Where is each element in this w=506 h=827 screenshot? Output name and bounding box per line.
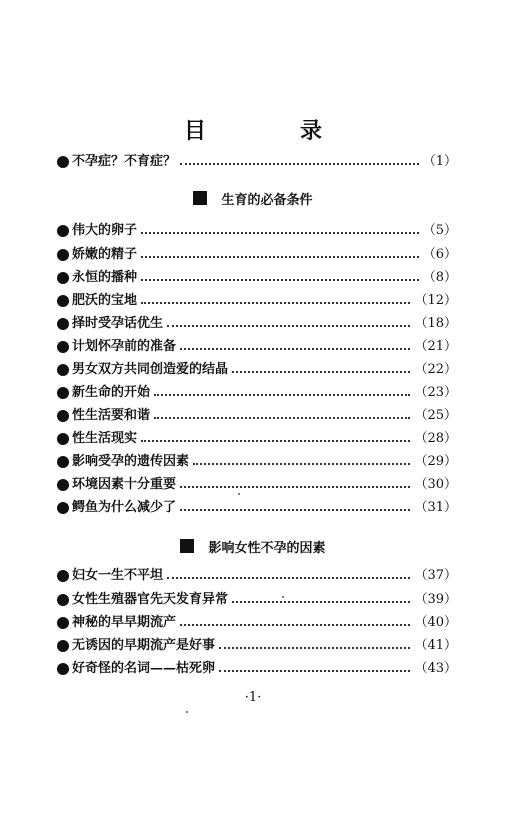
bullet-icon — [57, 640, 69, 652]
toc-entry-page: （31） — [414, 500, 457, 515]
toc-entry-label: 不孕症？不育症？ — [72, 154, 177, 169]
toc-entry — [57, 429, 457, 449]
toc-entry-page: （28） — [414, 431, 457, 446]
scan-speck — [282, 596, 284, 598]
dot-leader — [180, 163, 419, 165]
dot-leader — [232, 371, 410, 373]
toc-entry — [57, 590, 457, 610]
toc-entry — [57, 360, 457, 380]
dot-leader — [193, 463, 410, 465]
toc-entry-label: 性生活现实 — [72, 431, 138, 446]
toc-entry-page: （18） — [414, 316, 457, 331]
dot-leader — [232, 601, 410, 603]
toc-entry — [57, 613, 457, 633]
toc-entry-label: 鳄鱼为什么减少了 — [72, 500, 177, 515]
toc-entry-label: 男女双方共同创造爱的结晶 — [72, 362, 229, 377]
toc-entry-label: 娇嫩的精子 — [72, 247, 138, 262]
toc-entry — [57, 337, 457, 357]
toc-entry — [57, 636, 457, 656]
section-heading-2 — [0, 536, 506, 556]
toc-entry-page: （39） — [414, 592, 457, 607]
bullet-icon — [57, 295, 69, 307]
toc-entry — [57, 498, 457, 518]
bullet-icon — [57, 249, 69, 261]
square-bullet-icon — [180, 539, 194, 553]
bullet-icon — [57, 433, 69, 445]
bullet-icon — [57, 364, 69, 376]
dot-leader — [180, 509, 410, 511]
bullet-icon — [57, 456, 69, 468]
toc-entry-page: （30） — [414, 477, 457, 492]
section-heading-1 — [0, 188, 506, 208]
dot-leader — [141, 440, 410, 442]
dot-leader — [219, 647, 410, 649]
toc-entry-label: 肥沃的宝地 — [72, 293, 138, 308]
toc-entry-intro — [57, 152, 457, 172]
toc-entry-label: 计划怀孕前的准备 — [72, 339, 177, 354]
bullet-icon — [57, 341, 69, 353]
dot-leader — [154, 394, 410, 396]
bullet-icon — [57, 387, 69, 399]
dot-leader — [180, 624, 410, 626]
scan-speck — [238, 493, 240, 495]
bullet-icon — [57, 318, 69, 330]
bullet-icon — [57, 502, 69, 514]
dot-leader — [167, 325, 410, 327]
toc-entry-label: 新生命的开始 — [72, 385, 151, 400]
toc-entry-page: （5） — [422, 223, 457, 238]
toc-entry — [57, 452, 457, 472]
bullet-icon — [57, 663, 69, 675]
toc-entry-label: 择时受孕话优生 — [72, 316, 164, 331]
square-bullet-icon — [193, 191, 207, 205]
dot-leader — [141, 232, 419, 234]
dot-leader — [141, 279, 419, 281]
toc-entry-page: （37） — [414, 568, 457, 583]
toc-entry-page: （8） — [422, 270, 457, 285]
toc-entry-page: （25） — [414, 408, 457, 423]
dot-leader — [180, 486, 410, 488]
toc-entry-page: （12） — [414, 293, 457, 308]
toc-entry — [57, 659, 457, 679]
bullet-icon — [57, 410, 69, 422]
toc-entry-page: （23） — [414, 385, 457, 400]
toc-entry-page: （1） — [422, 154, 457, 169]
toc-entry-label: 女性生殖器官先天发育异常 — [72, 592, 229, 607]
bullet-icon — [57, 225, 69, 237]
toc-entry — [57, 268, 457, 288]
toc-entry-label: 永恒的播种 — [72, 270, 138, 285]
toc-entry — [57, 566, 457, 586]
toc-entry-page: （40） — [414, 615, 457, 630]
dot-leader — [167, 577, 410, 579]
toc-entry-label: 好奇怪的名词——枯死卵 — [72, 661, 216, 676]
toc-entry-page: （43） — [414, 661, 457, 676]
toc-entry-label: 神秘的早早期流产 — [72, 615, 177, 630]
section-heading-label: 影响女性不孕的因素 — [208, 540, 326, 556]
toc-entry — [57, 245, 457, 265]
bullet-icon — [57, 594, 69, 606]
toc-entry-page: （29） — [414, 454, 457, 469]
dot-leader — [219, 670, 410, 672]
toc-entry-page: （6） — [422, 247, 457, 262]
bullet-icon — [57, 570, 69, 582]
toc-entry-label: 环境因素十分重要 — [72, 477, 177, 492]
bullet-icon — [57, 156, 69, 168]
section-heading-label: 生育的必备条件 — [221, 192, 313, 208]
bullet-icon — [57, 272, 69, 284]
page-number: ·1· — [244, 690, 262, 705]
toc-entry-label: 无诱因的早期流产是好事 — [72, 638, 216, 653]
dot-leader — [154, 417, 410, 419]
bullet-icon — [57, 617, 69, 629]
toc-entry — [57, 221, 457, 241]
dot-leader — [141, 302, 410, 304]
toc-entry-label: 妇女一生不平坦 — [72, 568, 164, 583]
toc-entry — [57, 314, 457, 334]
dot-leader — [141, 256, 419, 258]
dot-leader — [180, 348, 410, 350]
toc-entry — [57, 383, 457, 403]
toc-entry-page: （22） — [414, 362, 457, 377]
toc-entry — [57, 291, 457, 311]
toc-entry-page: （21） — [414, 339, 457, 354]
toc-entry-label: 影响受孕的遗传因素 — [72, 454, 190, 469]
toc-entry — [57, 475, 457, 495]
toc-entry-page: （41） — [414, 638, 457, 653]
toc-entry — [57, 406, 457, 426]
bullet-icon — [57, 479, 69, 491]
toc-entry-label: 性生活要和谐 — [72, 408, 151, 423]
toc-entry-label: 伟大的卵子 — [72, 223, 138, 238]
page-title: 目 录 — [183, 119, 358, 144]
scan-speck — [186, 711, 188, 713]
